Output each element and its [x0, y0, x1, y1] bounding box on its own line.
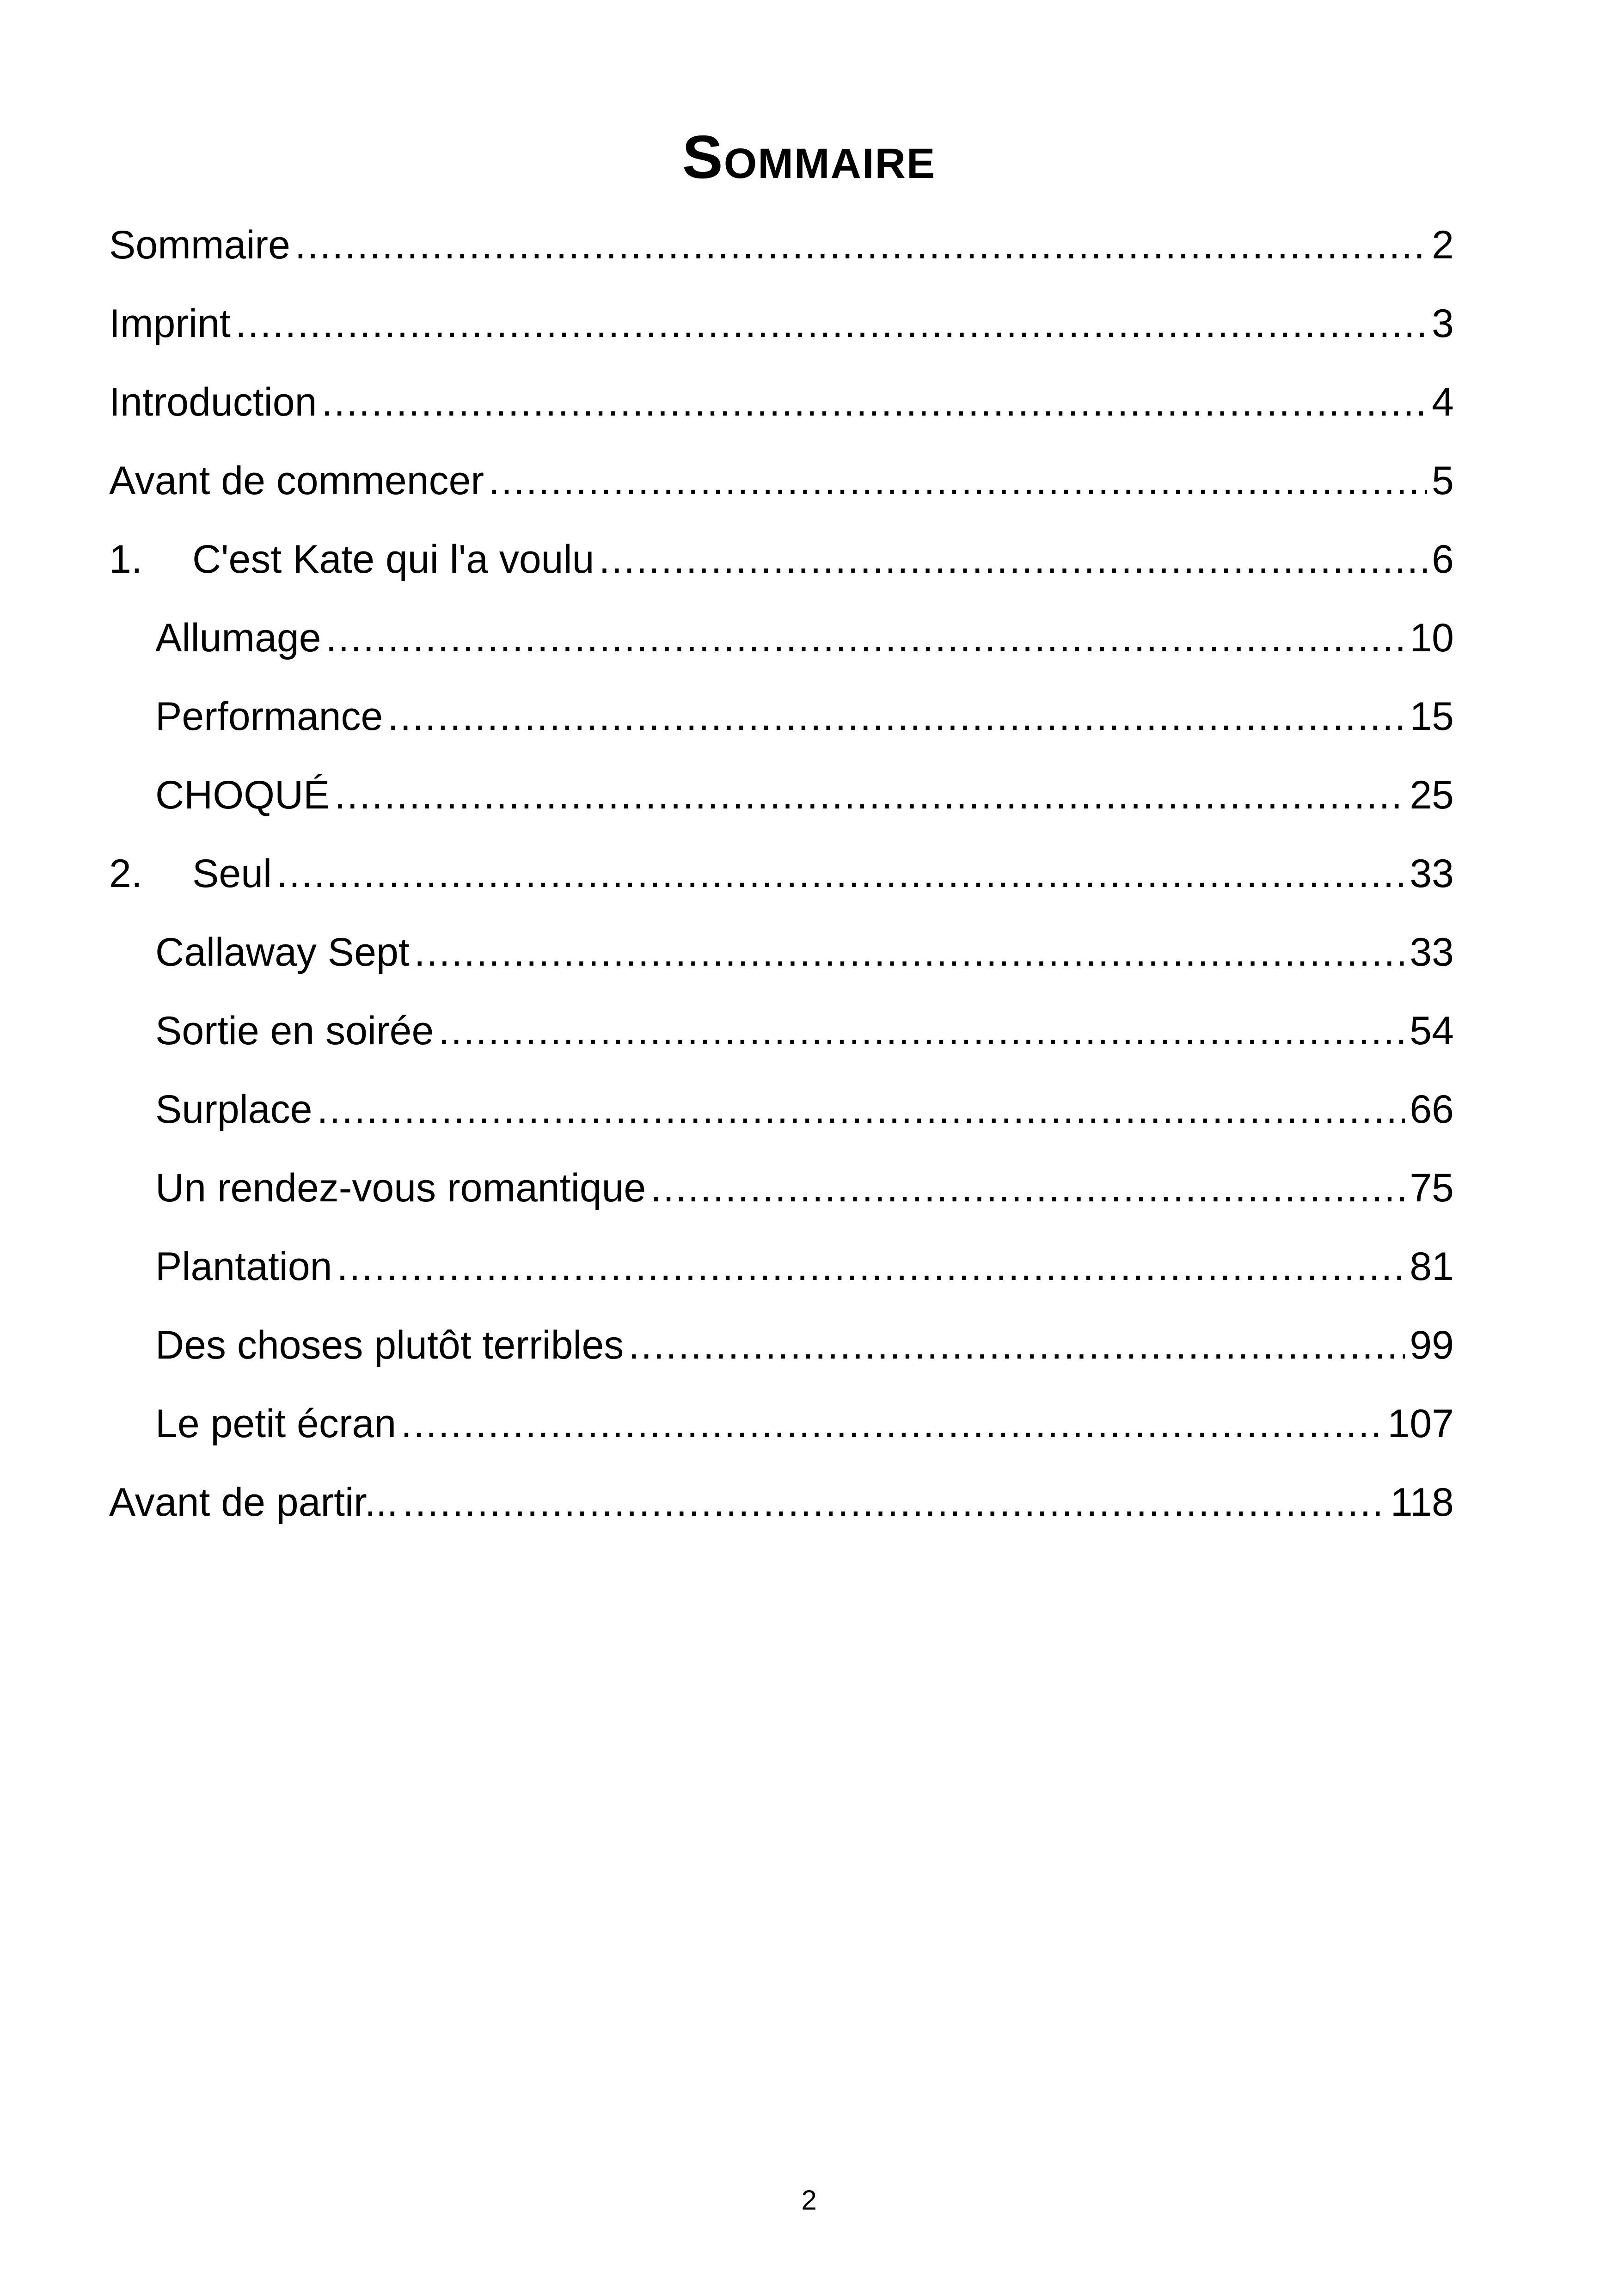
dot-leader — [650, 1160, 1405, 1216]
toc-entry-label: Surplace — [155, 1087, 313, 1132]
toc-entry-label: C'est Kate qui l'a voulu — [192, 537, 594, 582]
toc-entry-label: Avant de commencer — [109, 459, 484, 503]
toc-entry-choque[interactable] — [155, 767, 1454, 823]
toc-entry-avant-de-commencer[interactable] — [109, 453, 1454, 508]
toc-entry-page: 10 — [1410, 616, 1454, 660]
toc-entry-page: 3 — [1432, 301, 1454, 346]
toc-entry-label: Sommaire — [109, 223, 290, 267]
dot-leader — [334, 767, 1405, 823]
toc-entry-label: Le petit écran — [155, 1402, 397, 1446]
toc-entry-label: Introduction — [109, 380, 317, 424]
toc-entry-page: 25 — [1410, 773, 1454, 817]
toc-entry-label: Imprint — [109, 301, 231, 346]
dot-leader — [489, 453, 1427, 508]
toc-entry-chapter-1[interactable] — [109, 532, 1454, 587]
page-title: Sommaire — [682, 123, 936, 191]
toc-entry-sommaire[interactable] — [109, 217, 1454, 273]
dot-leader — [438, 1003, 1405, 1059]
toc-entry-label: Plantation — [155, 1244, 332, 1289]
toc-entry-avant-de-partir[interactable] — [109, 1475, 1454, 1530]
chapter-number: 2. — [109, 851, 142, 896]
toc-entry-page: 81 — [1410, 1244, 1454, 1289]
toc-entry-label: Callaway Sept — [155, 930, 410, 974]
dot-leader — [317, 1082, 1405, 1137]
toc-entry-page: 2 — [1432, 223, 1454, 267]
dot-leader — [321, 374, 1427, 430]
toc-entry-page: 99 — [1410, 1323, 1454, 1367]
toc-entry-page: 75 — [1410, 1166, 1454, 1210]
dot-leader — [295, 217, 1427, 273]
page-number: 2 — [801, 2185, 817, 2216]
toc-entry-label: Un rendez-vous romantique — [155, 1166, 646, 1210]
toc-entry-page: 4 — [1432, 380, 1454, 424]
toc-entry-label: CHOQUÉ — [155, 773, 330, 817]
toc-entry-imprint[interactable] — [109, 296, 1454, 351]
toc-entry-label: Avant de partir... — [109, 1480, 398, 1525]
dot-leader — [414, 925, 1405, 980]
toc-entry-page: 118 — [1390, 1480, 1454, 1525]
toc-entry-le-petit-ecran[interactable] — [155, 1396, 1454, 1451]
toc-entry-chapter-2[interactable] — [109, 846, 1454, 901]
dot-leader — [628, 1317, 1405, 1373]
toc-entry-callaway-sept[interactable] — [155, 925, 1454, 980]
toc-entry-label: Performance — [155, 694, 383, 739]
toc-entry-page: 33 — [1410, 851, 1454, 896]
toc-entry-surplace[interactable] — [155, 1082, 1454, 1137]
toc-entry-page: 5 — [1432, 459, 1454, 503]
toc-entry-introduction[interactable] — [109, 374, 1454, 430]
dot-leader — [403, 1475, 1386, 1530]
dot-leader — [387, 689, 1405, 744]
dot-leader — [337, 1239, 1405, 1294]
toc-entry-allumage[interactable] — [155, 610, 1454, 666]
dot-leader — [599, 532, 1427, 587]
toc-entry-sortie-en-soiree[interactable] — [155, 1003, 1454, 1059]
toc-entry-page: 107 — [1387, 1402, 1454, 1446]
chapter-number: 1. — [109, 537, 142, 582]
toc-entry-plantation[interactable] — [155, 1239, 1454, 1294]
toc-entry-page: 66 — [1410, 1087, 1454, 1132]
toc-entry-label: Allumage — [155, 616, 321, 660]
toc-entry-un-rendez-vous-romantique[interactable] — [155, 1160, 1454, 1216]
dot-leader — [276, 846, 1405, 901]
toc-entry-label: Sortie en soirée — [155, 1009, 434, 1053]
toc-entry-label: Des choses plutôt terribles — [155, 1323, 624, 1367]
dot-leader — [235, 296, 1427, 351]
toc-entry-page: 54 — [1410, 1009, 1454, 1053]
toc-entry-page: 6 — [1432, 537, 1454, 582]
toc-entry-label: Seul — [192, 851, 272, 896]
toc-entry-des-choses-plutot-terribles[interactable] — [155, 1317, 1454, 1373]
toc-entry-performance[interactable] — [155, 689, 1454, 744]
toc-entry-page: 15 — [1410, 694, 1454, 739]
dot-leader — [326, 610, 1405, 666]
dot-leader — [401, 1396, 1383, 1451]
toc-entry-page: 33 — [1410, 930, 1454, 974]
